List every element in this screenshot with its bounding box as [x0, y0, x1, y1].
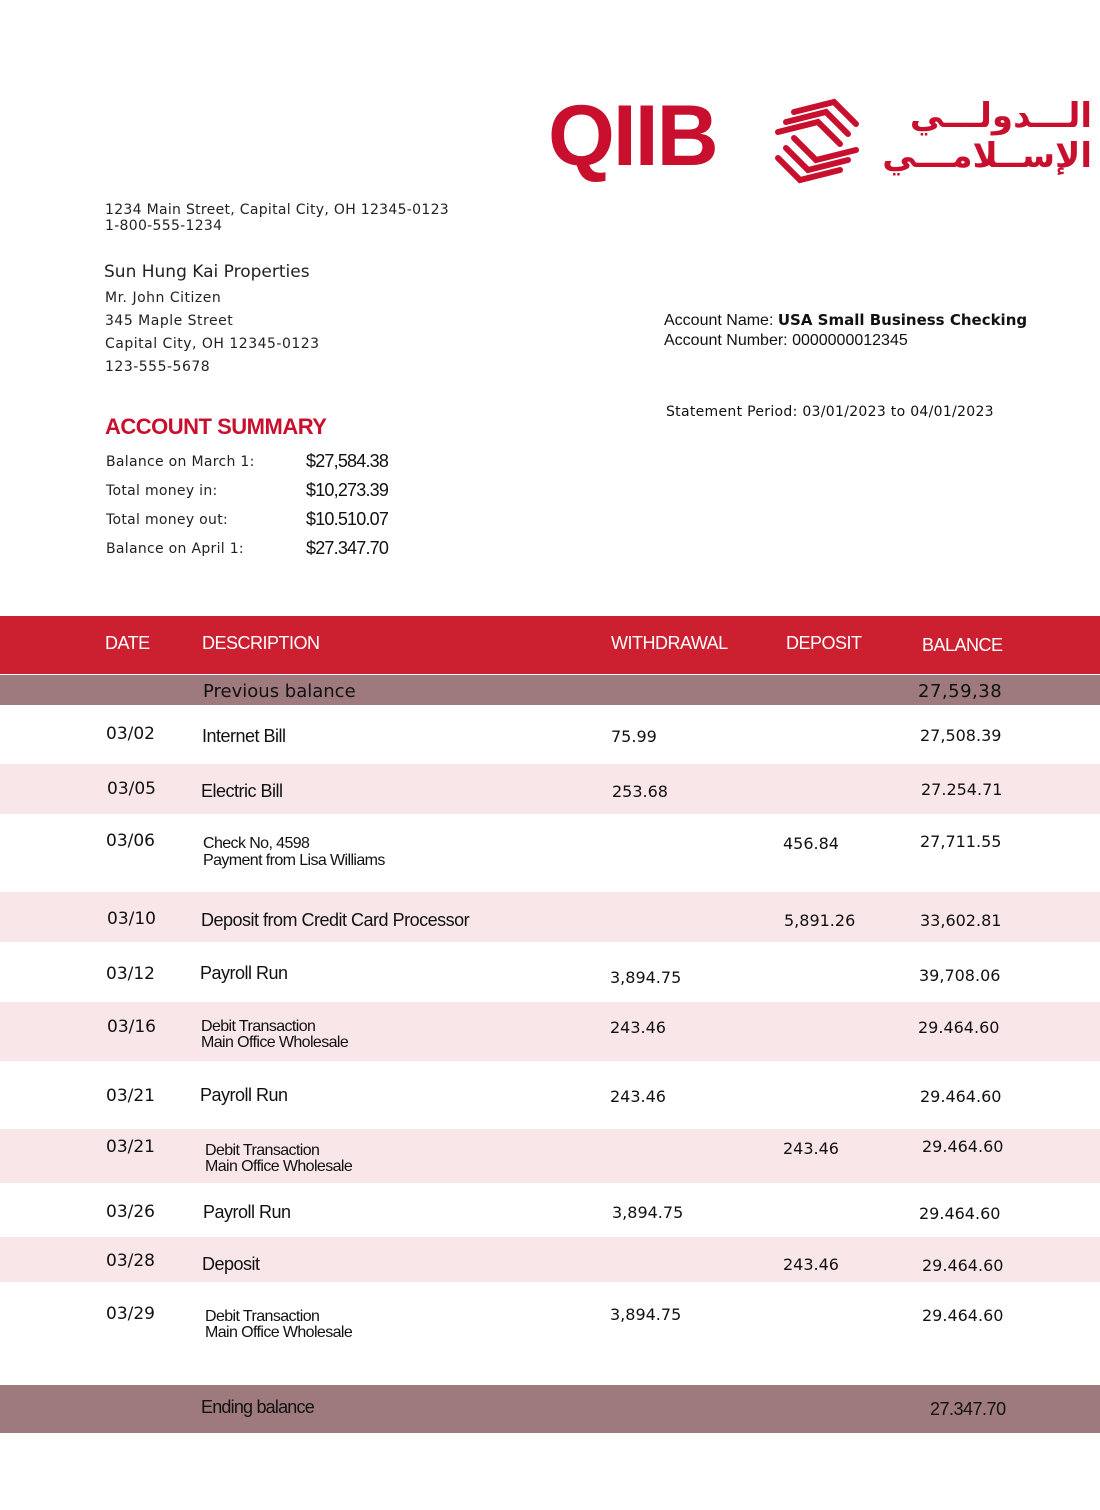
row-balance: 29.464.60	[922, 1256, 1004, 1275]
row-description: Deposit from Credit Card Processor	[201, 910, 470, 930]
bank-logo-mark-icon	[764, 90, 870, 194]
row-deposit: 243.46	[783, 1139, 839, 1158]
previous-balance-value: 27,59,38	[918, 681, 1003, 702]
row-balance: 27.254.71	[921, 780, 1003, 799]
bank-logo-arabic-line2: الإســلامـــي	[882, 136, 1092, 176]
row-date: 03/28	[106, 1251, 155, 1271]
row-date: 03/21	[106, 1137, 155, 1157]
row-withdrawal: 253.68	[612, 782, 668, 801]
summary-label: Total money in:	[106, 483, 218, 499]
summary-value: $27.347.70	[306, 538, 389, 558]
summary-value: $10.510.07	[306, 509, 389, 529]
row-description: Payroll Run	[200, 963, 288, 983]
account-name	[664, 311, 1027, 330]
row-withdrawal: 3,894.75	[610, 1305, 682, 1324]
account-number-value: 0000000012345	[792, 332, 908, 349]
statement-period: Statement Period: 03/01/2023 to 04/01/2023	[666, 404, 994, 420]
account-name-label: Account Name:	[664, 312, 774, 329]
bank-logo-arabic	[880, 96, 1092, 176]
bank-logo-wordmark: QIIB	[548, 88, 717, 184]
summary-value: $10,273.39	[306, 480, 389, 500]
row-description: Debit Transaction	[205, 1308, 320, 1325]
bank-phone: 1-800-555-1234	[105, 218, 223, 234]
row-balance: 29.464.60	[919, 1204, 1001, 1223]
row-description: Payroll Run	[203, 1202, 291, 1222]
row-description-detail: Main Office Wholesale	[205, 1158, 353, 1175]
row-balance: 39,708.06	[919, 966, 1001, 985]
row-description: Internet Bill	[202, 726, 286, 746]
row-deposit: 456.84	[783, 834, 839, 853]
row-description: Payroll Run	[200, 1085, 288, 1105]
row-description-detail: Main Office Wholesale	[201, 1034, 349, 1051]
summary-label: Balance on March 1:	[106, 454, 255, 470]
account-number-label: Account Number:	[664, 332, 788, 349]
customer-street: 345 Maple Street	[105, 313, 234, 329]
header-description: DESCRIPTION	[202, 633, 320, 653]
row-deposit: 243.46	[783, 1255, 839, 1274]
customer-name: Mr. John Citizen	[105, 290, 222, 306]
row-withdrawal: 3,894.75	[612, 1203, 684, 1222]
row-balance: 27,711.55	[920, 832, 1002, 851]
row-description: Debit Transaction	[201, 1018, 316, 1035]
bank-logo-arabic-line1: الـــدولـــي	[909, 96, 1092, 136]
customer-phone: 123-555-5678	[105, 359, 211, 375]
customer-company: Sun Hung Kai Properties	[104, 262, 310, 282]
row-description-detail: Payment from Lisa Williams	[203, 852, 385, 869]
row-balance: 29.464.60	[922, 1137, 1004, 1156]
row-balance: 29.464.60	[920, 1087, 1002, 1106]
account-name-value: USA Small Business Checking	[777, 311, 1028, 329]
row-date: 03/26	[106, 1202, 155, 1222]
summary-label: Balance on April 1:	[106, 541, 244, 557]
header-deposit: DEPOSIT	[786, 633, 862, 653]
row-date: 03/06	[106, 831, 155, 851]
summary-value: $27,584.38	[306, 451, 389, 471]
row-withdrawal: 243.46	[610, 1018, 666, 1037]
previous-balance-label: Previous balance	[203, 681, 356, 702]
row-date: 03/12	[106, 964, 155, 984]
header-balance: BALANCE	[922, 635, 1003, 655]
row-deposit: 5,891.26	[784, 911, 856, 930]
row-description: Electric Bill	[201, 781, 283, 801]
row-description: Check No, 4598	[203, 835, 310, 852]
header-withdrawal: WITHDRAWAL	[611, 633, 728, 653]
row-date: 03/05	[107, 779, 156, 799]
row-date: 03/16	[107, 1017, 156, 1037]
summary-label: Total money out:	[106, 512, 229, 528]
bank-address: 1234 Main Street, Capital City, OH 12345-0123	[105, 202, 449, 218]
row-description-detail: Main Office Wholesale	[205, 1324, 353, 1341]
header-date: DATE	[105, 633, 150, 653]
row-balance: 27,508.39	[920, 726, 1002, 745]
row-balance: 29.464.60	[918, 1018, 1000, 1037]
account-number	[664, 332, 908, 350]
row-description: Deposit	[202, 1254, 260, 1274]
customer-city: Capital City, OH 12345-0123	[105, 336, 320, 352]
row-date: 03/02	[106, 724, 155, 744]
row-balance: 33,602.81	[920, 911, 1002, 930]
account-summary-title: ACCOUNT SUMMARY	[105, 414, 327, 439]
ending-balance-value: 27.347.70	[930, 1399, 1006, 1419]
row-withdrawal: 75.99	[611, 727, 657, 746]
row-withdrawal: 243.46	[610, 1087, 666, 1106]
row-balance: 29.464.60	[922, 1306, 1004, 1325]
row-date: 03/10	[107, 909, 156, 929]
row-date: 03/29	[106, 1304, 155, 1324]
row-description: Debit Transaction	[205, 1142, 320, 1159]
row-date: 03/21	[106, 1086, 155, 1106]
row-withdrawal: 3,894.75	[610, 968, 682, 987]
ending-balance-label: Ending balance	[201, 1397, 314, 1417]
